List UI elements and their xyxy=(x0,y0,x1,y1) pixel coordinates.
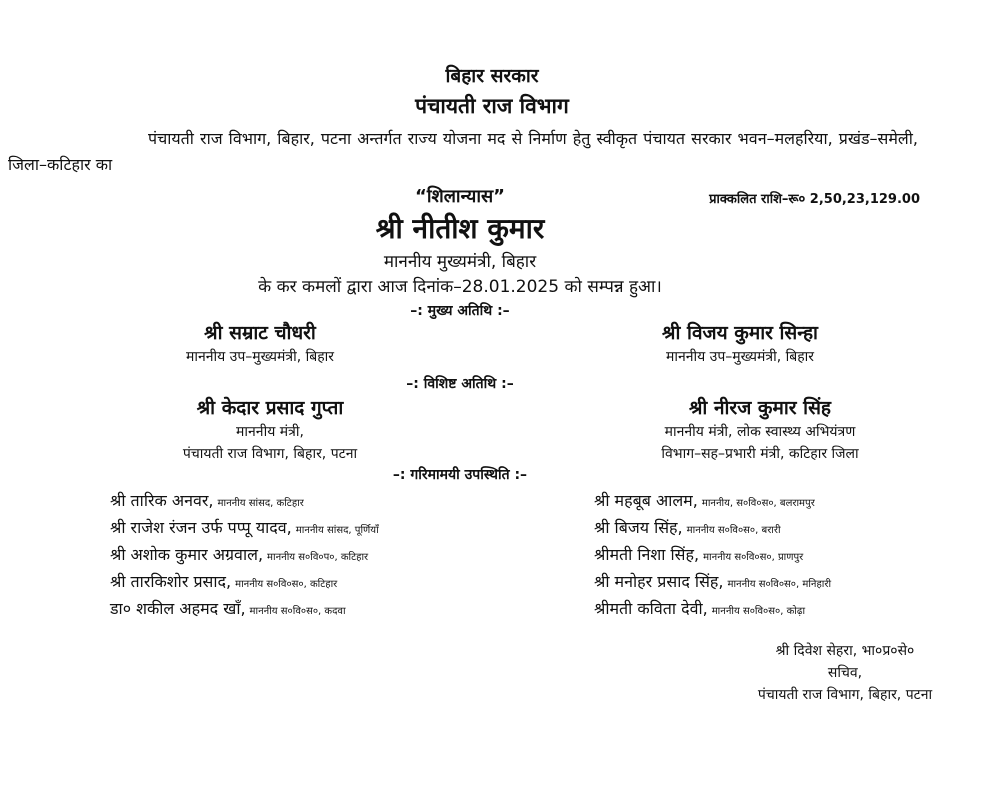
guest-department: विभाग–सह–प्रभारी मंत्री, कटिहार जिला xyxy=(661,446,859,462)
chief-name: श्री नीतीश कुमार xyxy=(375,212,545,245)
person-name: श्री राजेश रंजन उर्फ पप्पू यादव, xyxy=(110,518,292,537)
person-designation: माननीय स०वि०स०, बरारी xyxy=(686,525,781,536)
person-name: श्रीमती निशा सिंह, xyxy=(594,545,700,564)
section-special-guests: –: विशिष्ट अतिथि :– xyxy=(406,376,514,392)
chief-designation: माननीय मुख्यमंत्री, बिहार xyxy=(383,252,537,272)
chief-guest-right xyxy=(610,320,870,368)
list-item xyxy=(594,514,934,541)
shilanyas-title: “शिलान्यास” xyxy=(414,186,505,207)
person-designation: माननीय सांसद, कटिहार xyxy=(217,498,304,509)
signatory-department: पंचायती राज विभाग, बिहार, पटना xyxy=(757,687,933,703)
person-name: श्रीमती कविता देवी, xyxy=(594,599,708,618)
person-designation: माननीय, स०वि०स०, बलरामपुर xyxy=(701,498,815,509)
guest-designation: माननीय उप–मुख्यमंत्री, बिहार xyxy=(665,349,815,365)
person-name: श्री महबूब आलम, xyxy=(594,491,698,510)
header-government: बिहार सरकार xyxy=(445,65,539,87)
estimated-amount: प्राक्कलित राशि–रू० 2,50,23,129.00 xyxy=(709,192,920,207)
list-item xyxy=(110,487,490,514)
person-designation: माननीय सांसद, पूर्णियाँ xyxy=(295,525,379,536)
person-designation: माननीय स०वि०स०, कटिहार xyxy=(235,579,338,590)
special-guest-right xyxy=(600,395,920,465)
list-item xyxy=(594,568,934,595)
person-designation: माननीय स०वि०प०, कटिहार xyxy=(267,552,369,563)
special-guest-left xyxy=(130,395,410,465)
section-distinguished-presence: –: गरिमामयी उपस्थिति :– xyxy=(392,467,528,483)
person-name: श्री तारिक अनवर, xyxy=(110,491,214,510)
list-item xyxy=(110,568,490,595)
list-item xyxy=(110,595,490,622)
list-item xyxy=(594,595,934,622)
person-name: श्री बिजय सिंह, xyxy=(594,518,683,537)
guest-name: श्री केदार प्रसाद गुप्ता xyxy=(196,397,344,419)
guest-name: श्री नीरज कुमार सिंह xyxy=(688,397,832,419)
completed-statement: के कर कमलों द्वारा आज दिनांक–28.01.2025 को सम्पन्न हुआ। xyxy=(258,277,662,297)
list-item xyxy=(594,487,934,514)
person-name: श्री तारकिशोर प्रसाद, xyxy=(110,572,232,591)
person-name: श्री अशोक कुमार अग्रवाल, xyxy=(110,545,264,564)
list-item xyxy=(594,541,934,568)
signatory-block xyxy=(740,640,950,706)
presence-list-left xyxy=(110,487,490,622)
guest-department: पंचायती राज विभाग, बिहार, पटना xyxy=(182,446,358,462)
signatory-name: श्री दिवेश सेहरा, भा०प्र०से० xyxy=(775,643,915,659)
person-designation: माननीय स०वि०स०, मनिहारी xyxy=(727,579,832,590)
guest-designation: माननीय उप–मुख्यमंत्री, बिहार xyxy=(185,349,335,365)
presence-list-right xyxy=(594,487,934,622)
header-department: पंचायती राज विभाग xyxy=(415,94,569,118)
person-designation: माननीय स०वि०स०, प्राणपुर xyxy=(703,552,804,563)
person-designation: माननीय स०वि०स०, कदवा xyxy=(249,606,346,617)
signatory-post: सचिव, xyxy=(827,665,863,681)
person-name: डा० शकील अहमद खाँ, xyxy=(110,599,246,618)
guest-name: श्री सम्राट चौधरी xyxy=(204,322,316,344)
chief-guest-left xyxy=(140,320,380,368)
list-item xyxy=(110,514,490,541)
guest-designation: माननीय मंत्री, xyxy=(236,424,304,440)
person-designation: माननीय स०वि०स०, कोढ़ा xyxy=(711,606,806,617)
person-name: श्री मनोहर प्रसाद सिंह, xyxy=(594,572,724,591)
guest-name: श्री विजय कुमार सिन्हा xyxy=(662,322,818,344)
section-chief-guests: –: मुख्य अतिथि :– xyxy=(410,303,510,319)
intro-paragraph: पंचायती राज विभाग, बिहार, पटना अन्तर्गत राज्य योजना मद से निर्माण हेतु स्वीकृत पंचायत सरकार भवन–मलहरिया, प्रखंड–समेली, जिला–कटिहार का xyxy=(8,129,918,174)
guest-designation: माननीय मंत्री, लोक स्वास्थ्य अभियंत्रण xyxy=(664,424,856,440)
list-item xyxy=(110,541,490,568)
